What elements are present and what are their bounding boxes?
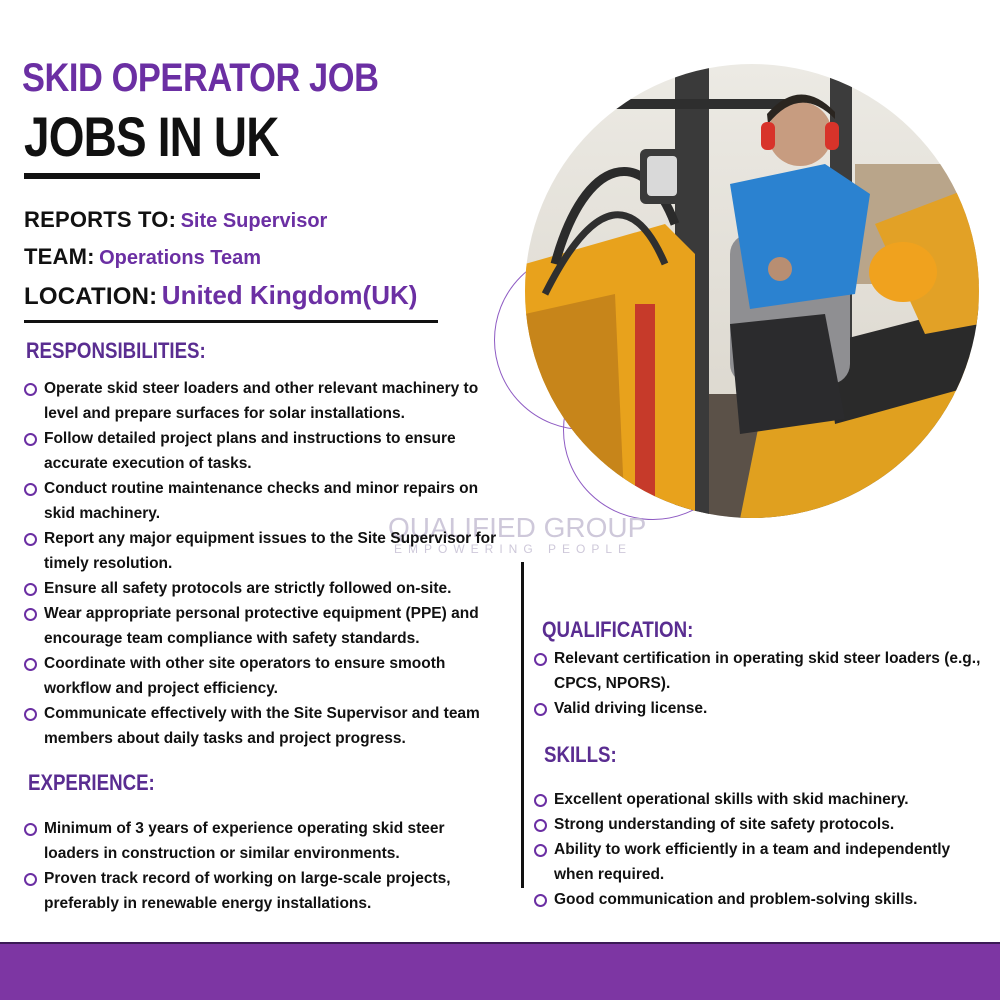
qualification-heading: QUALIFICATION:	[542, 617, 694, 642]
team-value: Operations Team	[99, 247, 262, 269]
list-item: Ability to work efficiently in a team and independently when required.	[532, 837, 992, 887]
team-label: TEAM:	[24, 244, 95, 269]
responsibilities-list	[22, 376, 512, 751]
watermark-title: QUALIFIED GROUP	[388, 512, 647, 543]
list-item: Proven track record of working on large-scale projects, preferably in renewable energy installations.	[22, 866, 492, 916]
location-row	[24, 280, 417, 311]
experience-list	[22, 816, 492, 916]
meta-divider	[24, 320, 438, 323]
footer-bar	[0, 944, 1000, 1000]
experience-heading: EXPERIENCE:	[28, 770, 155, 795]
location-label: LOCATION:	[24, 283, 158, 310]
responsibilities-heading: RESPONSIBILITIES:	[26, 338, 206, 363]
reports-to-row	[24, 207, 327, 233]
reports-to-label: REPORTS TO:	[24, 207, 177, 232]
list-item: Operate skid steer loaders and other relevant machinery to level and prepare surfaces for solar installations.	[22, 376, 512, 426]
skills-list	[532, 787, 992, 912]
list-item: Coordinate with other site operators to ensure smooth workflow and project efficiency.	[22, 651, 512, 701]
location-value: United Kingdom(UK)	[161, 280, 418, 310]
list-item: Wear appropriate personal protective equipment (PPE) and encourage team compliance with safety standards.	[22, 601, 512, 651]
qualification-list	[532, 646, 992, 721]
list-item: Minimum of 3 years of experience operating skid steer loaders in construction or similar environments.	[22, 816, 492, 866]
list-item: Report any major equipment issues to the Site Supervisor for timely resolution.	[22, 526, 512, 576]
list-item: Conduct routine maintenance checks and minor repairs on skid machinery.	[22, 476, 512, 526]
watermark-tagline: EMPOWERING PEOPLE	[394, 542, 633, 556]
list-item: Communicate effectively with the Site Supervisor and team members about daily tasks and project progress.	[22, 701, 512, 751]
job-title: SKID OPERATOR JOB	[22, 56, 379, 100]
operator-photo	[525, 64, 980, 519]
team-row	[24, 244, 261, 270]
list-item: Ensure all safety protocols are strictly followed on-site.	[22, 576, 512, 601]
skid-steer-operator-photo	[525, 64, 980, 519]
job-subtitle: JOBS IN UK	[24, 105, 279, 168]
list-item: Relevant certification in operating skid steer loaders (e.g., CPCS, NPORS).	[532, 646, 992, 696]
list-item: Valid driving license.	[532, 696, 992, 721]
reports-to-value: Site Supervisor	[180, 210, 328, 232]
list-item: Follow detailed project plans and instructions to ensure accurate execution of tasks.	[22, 426, 512, 476]
skills-heading: SKILLS:	[544, 742, 617, 767]
list-item: Good communication and problem-solving skills.	[532, 887, 992, 912]
list-item: Excellent operational skills with skid machinery.	[532, 787, 992, 812]
column-divider	[521, 562, 524, 888]
title-divider	[24, 173, 260, 179]
list-item: Strong understanding of site safety protocols.	[532, 812, 992, 837]
